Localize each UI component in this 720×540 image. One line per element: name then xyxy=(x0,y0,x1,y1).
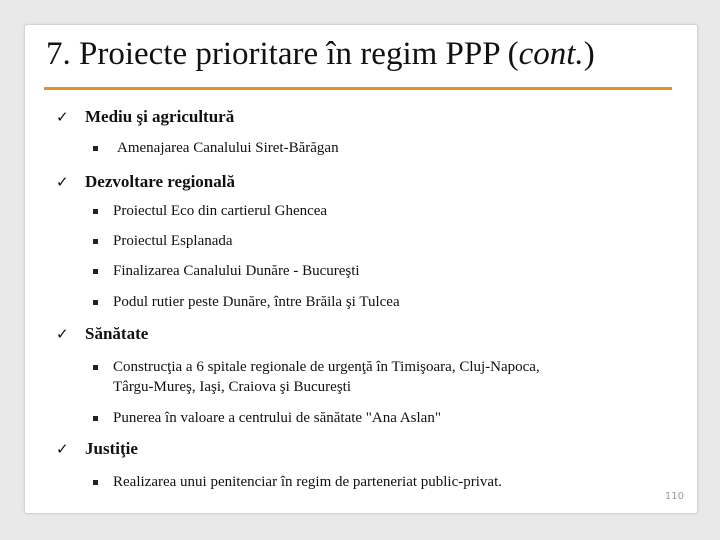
bullet-square-icon xyxy=(93,300,98,305)
check-icon: ✓ xyxy=(56,442,69,458)
bullet-square-icon xyxy=(93,209,98,214)
bullet-square-icon xyxy=(93,365,98,370)
section-heading-label: Sănătate xyxy=(85,324,149,343)
check-icon: ✓ xyxy=(56,175,69,191)
section-heading-label: Justiţie xyxy=(85,439,138,458)
list-item-label: Proiectul Esplanada xyxy=(113,233,233,249)
list-item-label: Podul rutier peste Dunăre, între Brăila şi Tulcea xyxy=(113,294,400,310)
check-icon: ✓ xyxy=(56,327,69,343)
section-heading-label: Dezvoltare regională xyxy=(85,172,235,191)
list-item-label: Amenajarea Canalului Siret-Bărăgan xyxy=(117,140,339,156)
list-item-label: Construcţia a 6 spitale regionale de urgenţă în Timişoara, Cluj-Napoca, xyxy=(113,359,540,375)
bullet-square-icon xyxy=(93,416,98,421)
bullet-square-icon xyxy=(93,480,98,485)
list-item-label: Punerea în valoare a centrului de sănătate "Ana Aslan" xyxy=(113,410,441,426)
section-heading-label: Mediu şi agricultură xyxy=(85,107,235,126)
bullet-square-icon xyxy=(93,239,98,244)
list-item-label: Proiectul Eco din cartierul Ghencea xyxy=(113,203,328,219)
list-item-label: Târgu-Mureş, Iaşi, Craiova şi Bucureşti xyxy=(113,379,352,395)
bullet-square-icon xyxy=(93,146,98,151)
list-item-label: Finalizarea Canalului Dunăre - Bucureşti xyxy=(113,263,360,279)
list-item-label: Realizarea unui penitenciar în regim de parteneriat public-privat. xyxy=(113,474,502,490)
title-underline xyxy=(44,87,672,90)
slide-title: 7. Proiecte prioritare în regim PPP (cont.) xyxy=(46,36,595,72)
slide-number: 110 xyxy=(664,491,684,502)
check-icon: ✓ xyxy=(56,110,69,126)
bullet-square-icon xyxy=(93,269,98,274)
